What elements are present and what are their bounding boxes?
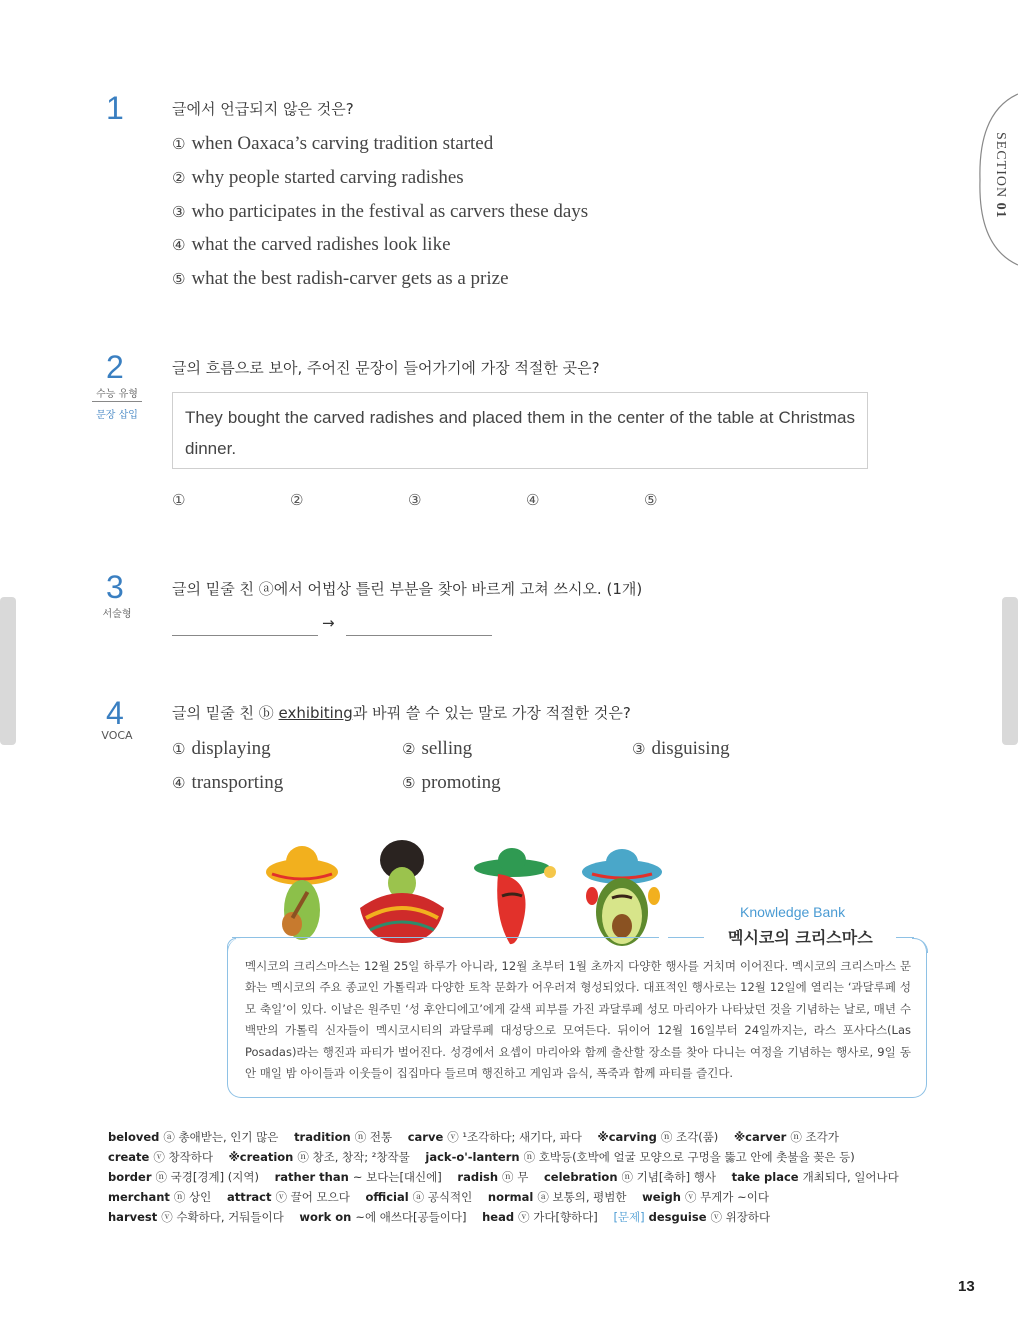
given-sentence-box: They bought the carved radishes and placed them in the center of the table at Christmas dinner. — [172, 392, 868, 469]
vocab-word: harvest — [108, 1210, 158, 1224]
vocab-word: celebration — [543, 1170, 618, 1184]
section-label: SECTION 01 — [993, 132, 1008, 219]
q2-choice[interactable]: ① — [172, 491, 186, 509]
vocab-def: ⓝ 기념[축하] 행사 — [621, 1170, 716, 1184]
vocab-def: ⓥ 창작하다 — [153, 1150, 213, 1164]
q4-option[interactable] — [172, 738, 271, 760]
vocab-word: weigh — [642, 1190, 681, 1204]
q4-option[interactable] — [402, 772, 501, 794]
option-mark: ② — [172, 168, 186, 187]
option-mark: ⑤ — [402, 774, 416, 792]
vocab-prefix: [문제] — [613, 1210, 645, 1224]
option-text: what the best radish-carver gets as a prize — [191, 268, 509, 290]
vocab-word: carve — [407, 1130, 444, 1144]
question-3-tag: 서술형 — [102, 609, 132, 620]
option-mark: ⑤ — [172, 270, 186, 289]
q1-option[interactable] — [172, 268, 509, 290]
vocab-word: merchant — [108, 1190, 170, 1204]
vocab-def: ⓥ 끌어 모으다 — [275, 1190, 350, 1204]
answer-blank-correct[interactable] — [346, 635, 492, 636]
vocab-entry — [482, 1210, 598, 1224]
q1-option[interactable] — [172, 133, 493, 155]
kb-corner-left — [227, 938, 236, 953]
question-4-prompt-suffix: 과 바꿔 쓸 수 있는 말로 가장 적절한 것은? — [352, 704, 631, 722]
vocab-word: attract — [226, 1190, 272, 1204]
option-mark: ② — [402, 740, 416, 758]
vocab-def: 개최되다, 일어나다 — [802, 1170, 899, 1184]
vocab-def: ⓝ 무 — [502, 1170, 529, 1184]
vocab-def: ⓐ 공식적인 — [412, 1190, 473, 1204]
question-4-prompt-prefix: 글의 밑줄 친 ⓑ — [172, 704, 279, 722]
kb-top-border-left — [232, 937, 659, 938]
vocab-word: beloved — [108, 1130, 160, 1144]
right-page-tab — [1002, 597, 1018, 745]
vocab-entry — [408, 1130, 582, 1144]
vocab-def: ⓥ 가다[향하다] — [518, 1210, 598, 1224]
vocab-def: ⓝ 국경[경계] (지역) — [155, 1170, 259, 1184]
q4-option[interactable] — [632, 738, 730, 760]
vocab-entry — [108, 1150, 213, 1164]
vocab-def: ⓝ 상인 — [173, 1190, 212, 1204]
vocab-entry — [457, 1170, 528, 1184]
vocab-def: ⓝ 호박등(호박에 얼굴 모양으로 구멍을 뚫고 안에 촛불을 꽂은 등) — [523, 1150, 855, 1164]
q1-option[interactable] — [172, 234, 451, 256]
sombrero-guitar-character — [266, 846, 338, 940]
vocab-entry — [275, 1170, 442, 1184]
vocab-word: jack-o'-lantern — [425, 1150, 520, 1164]
vocab-entry — [598, 1130, 719, 1144]
vocab-word: ※creation — [228, 1150, 294, 1164]
vocab-word: desguise — [648, 1210, 707, 1224]
tag-divider — [92, 401, 142, 402]
q4-option[interactable] — [402, 738, 472, 760]
mexican-characters-illustration — [262, 838, 672, 950]
question-2-prompt: 글의 흐름으로 보아, 주어진 문장이 들어가기에 가장 적절한 곳은? — [172, 359, 600, 377]
knowledge-bank-label: Knowledge Bank — [740, 904, 846, 920]
vocab-entry — [227, 1190, 350, 1204]
avocado-character — [582, 849, 662, 946]
question-number-2: 2 — [106, 349, 124, 385]
vocab-entry — [488, 1190, 627, 1204]
vocab-def: ⓝ 조각(품) — [660, 1130, 719, 1144]
vocab-entry — [642, 1190, 769, 1204]
knowledge-bank-body: 멕시코의 크리스마스는 12월 25일 하루가 아니라, 12월 초부터 1월 초까지 다양한 행사를 거치며 이어진다. 멕시코의 크리스마스 문화는 멕시코의 주요 종교인 가톨릭과 다양한 토착 문화가 어우러져 형성되었다. 대표적인 행사로는 12월 12일에 열리는 ‘과달루페 성모 축일’이 있다. 이날은 원주민 ‘성 후안디에고’에게 갈색 피부를 가진 과달루페 성모 마리아가 나타났던 것을 기념하는 날로, 매년 수백만의 가톨릭 신자들이 멕시코시티의 과달루페 대성당으로 모여든다. 뒤이어 12월 16일부터 24일까지는, 라스 포사다스(Las Posadas)라는 행진과 파티가 벌어진다. 성경에서 요셉이 마리아와 함께 출산할 장소를 찾아 다니는 여정을 기념하는 행사로, 9일 동안 매일 밤 아이들과 이웃들이 집집마다 들르며 행진하고 게임과 음식, 폭죽과 함께 파티를 즐긴다. — [245, 959, 911, 1081]
option-text: when Oaxaca’s carving tradition started — [191, 133, 494, 154]
option-mark: ③ — [632, 740, 646, 758]
q1-option[interactable] — [172, 167, 464, 189]
question-4-prompt — [172, 702, 631, 723]
vocab-word: create — [108, 1150, 150, 1164]
vocab-word: work on — [299, 1210, 352, 1224]
vocab-entry — [108, 1170, 259, 1184]
kb-corner-right — [912, 938, 928, 953]
option-mark: ③ — [172, 202, 186, 221]
option-text: why people started carving radishes — [191, 166, 464, 188]
answer-blank-wrong[interactable] — [172, 635, 318, 636]
vocab-word: border — [108, 1170, 152, 1184]
q1-option[interactable] — [172, 201, 588, 223]
vocab-def: ⓐ 보통의, 평범한 — [537, 1190, 627, 1204]
vocab-def: ⓥ 위장하다 — [710, 1210, 771, 1224]
vocab-entry — [734, 1130, 839, 1144]
option-mark: ④ — [172, 774, 186, 792]
vocab-word: official — [365, 1190, 409, 1204]
q2-choice[interactable]: ② — [290, 491, 304, 509]
vocab-def: ⓥ 수확하다, 거둬들이다 — [161, 1210, 284, 1224]
vocab-word: normal — [487, 1190, 534, 1204]
vocab-def: ~ 보다는[대신에] — [352, 1170, 442, 1184]
option-text: displaying — [191, 738, 271, 759]
chili-pepper-character — [474, 848, 556, 944]
question-4-underlined-word: exhibiting — [278, 704, 353, 722]
vocab-entry — [732, 1170, 899, 1184]
option-text: selling — [421, 738, 473, 759]
vocab-def: ⓥ 무게가 ~이다 — [684, 1190, 769, 1204]
arrow-symbol: → — [322, 614, 335, 632]
vocab-def: ⓝ 전통 — [354, 1130, 393, 1144]
question-2-tag-type: 수능 유형 — [96, 389, 138, 400]
vocab-word: radish — [457, 1170, 499, 1184]
page-number: 13 — [958, 1278, 975, 1295]
option-text: transporting — [191, 772, 284, 793]
vocab-def: ⓐ 총애받는, 인기 많은 — [163, 1130, 279, 1144]
vocab-word: ※carver — [733, 1130, 787, 1144]
vocab-entry — [425, 1150, 854, 1164]
vocab-def: ~에 애쓰다[공들이다] — [355, 1210, 467, 1224]
option-text: promoting — [421, 772, 501, 793]
vocab-entry — [108, 1130, 278, 1144]
option-mark: ① — [172, 740, 186, 758]
vocab-word: tradition — [294, 1130, 351, 1144]
vocab-word: head — [482, 1210, 515, 1224]
option-mark: ④ — [172, 236, 186, 255]
vocab-entry — [613, 1210, 770, 1224]
q2-choice[interactable]: ③ — [408, 491, 422, 509]
option-text: who participates in the festival as carvers these days — [191, 200, 589, 222]
option-text: disguising — [651, 738, 730, 759]
question-number-3: 3 — [106, 569, 124, 605]
vocab-word: ※carving — [597, 1130, 657, 1144]
q2-choice[interactable]: ⑤ — [644, 491, 658, 509]
vocab-entry — [108, 1210, 284, 1224]
vocab-entry — [365, 1190, 472, 1204]
question-2-tag-kind: 문장 삽입 — [96, 410, 138, 421]
question-1-prompt: 글에서 언급되지 않은 것은? — [172, 100, 354, 118]
vocabulary-list — [108, 1127, 928, 1227]
vocab-word: rather than — [274, 1170, 349, 1184]
option-text: what the carved radishes look like — [191, 234, 451, 256]
dancer-character — [360, 840, 444, 943]
q4-option[interactable] — [172, 772, 283, 794]
q2-choice[interactable]: ④ — [526, 491, 540, 509]
vocab-def: ⓝ 조각가 — [790, 1130, 839, 1144]
kb-top-border-mid — [668, 937, 704, 938]
vocab-word: take place — [731, 1170, 799, 1184]
question-number-4: 4 — [106, 695, 124, 731]
vocab-entry — [108, 1190, 211, 1204]
vocab-entry — [229, 1150, 410, 1164]
question-4-tag: VOCA — [101, 729, 133, 742]
question-3-prompt: 글의 밑줄 친 ⓐ에서 어법상 틀린 부분을 찾아 바르게 고쳐 쓰시오. (1개) — [172, 580, 643, 598]
vocab-def: ⓝ 창조, 창작; ²창작물 — [297, 1150, 410, 1164]
vocab-def: ⓥ ¹조각하다; 새기다, 파다 — [447, 1130, 582, 1144]
knowledge-bank-title: 멕시코의 크리스마스 — [728, 928, 873, 947]
option-mark: ① — [172, 135, 186, 153]
question-number-1: 1 — [106, 90, 124, 126]
vocab-entry — [294, 1130, 392, 1144]
left-page-tab — [0, 597, 16, 745]
vocab-entry — [299, 1210, 466, 1224]
section-tab — [978, 92, 1018, 267]
vocab-entry — [544, 1170, 716, 1184]
